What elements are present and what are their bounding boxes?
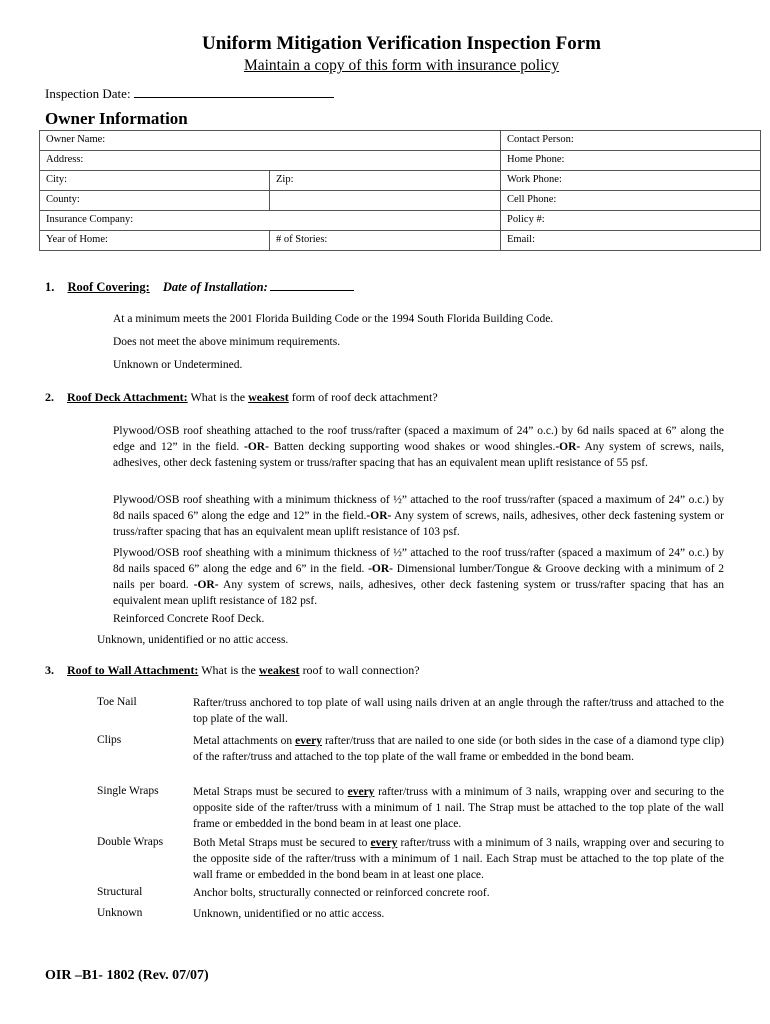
q3-toe-nail-label[interactable]: Toe Nail: [97, 696, 137, 708]
year-of-home-field[interactable]: Year of Home:: [40, 231, 270, 251]
q3-structural-label[interactable]: Structural: [97, 886, 143, 898]
zip-field[interactable]: Zip:: [270, 171, 501, 191]
q2-option-e[interactable]: Unknown, unidentified or no attic access.: [97, 634, 289, 646]
q3-double-wraps-text: Both Metal Straps must be secured to every rafter/truss with a minimum of 3 nails, wrapping over and securing to the opposite side of the rafter/truss with a minimum of 1 nail. Each Strap must be attached to the top plate of the wall frame or embedded in the bond beam in at least one place.: [193, 837, 724, 881]
home-phone-field[interactable]: Home Phone:: [501, 151, 761, 171]
q3-unknown-label[interactable]: Unknown: [97, 907, 143, 919]
owner-info-table: [39, 130, 761, 251]
inspection-date-label: Inspection Date:: [45, 86, 131, 101]
inspection-date: [45, 85, 334, 102]
contact-person-field[interactable]: Contact Person:: [501, 131, 761, 151]
owner-name-field[interactable]: Owner Name:: [40, 131, 501, 151]
q3-toe-nail-text: Rafter/truss anchored to top plate of wall using nails driven at an angle through the rafter/truss and attached to the top plate of the wall.: [193, 697, 724, 725]
q2-heading: 2. Roof Deck Attachment: What is the weakest form of roof deck attachment?: [45, 390, 438, 404]
county-field[interactable]: County:: [40, 191, 270, 211]
form-id-footer: OIR –B1- 1802 (Rev. 07/07): [45, 968, 209, 983]
policy-number-field[interactable]: Policy #:: [501, 211, 761, 231]
city-field[interactable]: City:: [40, 171, 270, 191]
blank-field[interactable]: [270, 191, 501, 211]
form-subtitle: Maintain a copy of this form with insurance policy: [243, 57, 560, 74]
q3-unknown-text: Unknown, unidentified or no attic access.: [193, 908, 385, 920]
cell-phone-field[interactable]: Cell Phone:: [501, 191, 761, 211]
q3-clips-text: Metal attachments on every rafter/truss that are nailed to one side (or both sides in the case of a diamond type clip) of the rafter/truss and attached to the top plate of the wall frame or embedded in the bond beam.: [193, 735, 724, 763]
installation-date-field[interactable]: [270, 279, 354, 291]
inspection-date-field[interactable]: [134, 85, 334, 98]
q2-option-b[interactable]: Plywood/OSB roof sheathing with a minimum thickness of ½” attached to the roof truss/rafter (spaced a maximum of 24” o.c.) by 8d nails spaced 6” along the edge and 12” in the field.-OR- Any system of screws, nails, adhesives, other deck fastening system or truss/rafter spacing that has an equivalent mean uplift resistance of 103 psf.: [113, 494, 724, 538]
q1-heading: 1. Roof Covering: Date of Installation:: [45, 279, 354, 295]
q1-option-c[interactable]: Unknown or Undetermined.: [113, 359, 243, 371]
stories-field[interactable]: # of Stories:: [270, 231, 501, 251]
email-field[interactable]: Email:: [501, 231, 761, 251]
address-field[interactable]: Address:: [40, 151, 501, 171]
insurance-company-field[interactable]: Insurance Company:: [40, 211, 501, 231]
q1-option-b[interactable]: Does not meet the above minimum requirements.: [113, 336, 341, 348]
q3-double-wraps-label[interactable]: Double Wraps: [97, 836, 164, 848]
work-phone-field[interactable]: Work Phone:: [501, 171, 761, 191]
q3-heading: 3. Roof to Wall Attachment: What is the weakest roof to wall connection?: [45, 663, 420, 677]
q2-option-d[interactable]: Reinforced Concrete Roof Deck.: [113, 613, 265, 625]
q2-option-c[interactable]: Plywood/OSB roof sheathing with a minimum thickness of ½” attached to the roof truss/rafter (spaced a maximum of 24” o.c.) by 8d nails spaced 6” along the edge and 6” in the field. -OR- Dimensional lumber/Tongue & Groove decking with a minimum of 2 nails per board. -OR- Any system of screws, nails, adhesives, other deck fastening system or truss/rafter spacing that has an equivalent mean uplift resistance of 182 psf.: [113, 547, 725, 607]
q1-option-a[interactable]: At a minimum meets the 2001 Florida Building Code or the 1994 South Florida Building Code.: [113, 313, 554, 325]
q3-structural-text: Anchor bolts, structurally connected or reinforced concrete roof.: [193, 887, 490, 899]
q3-single-wraps-text: Metal Straps must be secured to every rafter/truss with a minimum of 3 nails, wrapping over and securing to the opposite side of the rafter/truss with a minimum of 1 nail. The Strap must be attached to the top plate of the wall frame or embedded in the bond beam in at least one place.: [193, 786, 724, 830]
q3-clips-label[interactable]: Clips: [97, 734, 122, 746]
q2-option-a[interactable]: Plywood/OSB roof sheathing attached to the roof truss/rafter (spaced a maximum of 24” o.c.) by 6d nails spaced at 6” along the edge and 12” in the field. -OR- Batten decking supporting wood shakes or wood shingles.-OR- Any system of screws, nails, adhesives, other deck fastening system or truss/rafter spacing that has an equivalent mean uplift resistance of 55 psf.: [113, 425, 725, 469]
form-title: Uniform Mitigation Verification Inspection Form: [202, 33, 601, 54]
owner-section-title: Owner Information: [45, 109, 188, 128]
q3-single-wraps-label[interactable]: Single Wraps: [97, 785, 159, 797]
